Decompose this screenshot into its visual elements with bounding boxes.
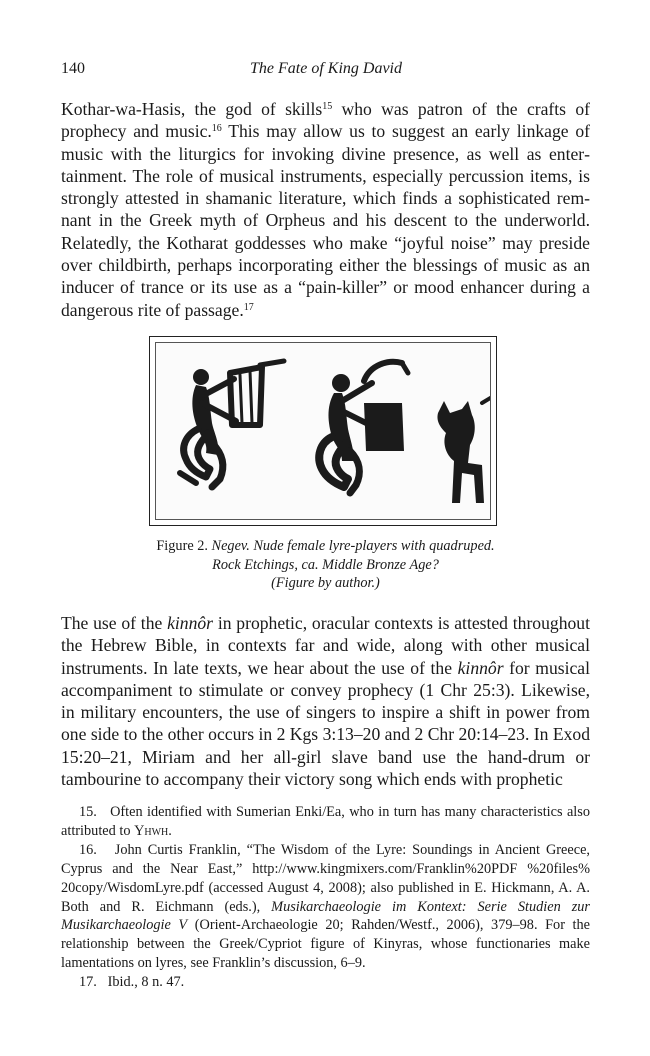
body-paragraph-2: The use of the kinnôr in prophetic, oracular contexts is attested throughout the Hebrew Bible, in contexts far and wide, along with other musical instruments. In late texts, we hear about the use of the kinnôr for musical accompaniment to stimulate or convey prophecy (1 Chr 25:3). Likewise, in military encounters, the use of singers to inspire a shift in power from one side to the other occurs in 2 Kgs 3:13–20 and 2 Chr 20:14–23. In Exod 15:20–21, Miriam and her all-girl slave band use the hand-drum or tambourine to accompany their victory song which ends with prophetic <box>61 613 590 790</box>
quadruped-figure <box>437 397 491 503</box>
running-title: The Fate of King David <box>250 60 402 77</box>
caption-line-2: Rock Etchings, ca. Middle Bronze Age? <box>212 556 439 573</box>
kinnor-term: kinnôr <box>167 613 214 633</box>
page-number: 140 <box>61 60 85 77</box>
body-paragraph-1: Kothar-wa-Hasis, the god of skills$^{15}$ who was patron of the crafts of prophecy and music.$^{16}$ This may allow us to suggest an early linkage of music with the liturgics for invoking divine presence, as well as entertainment. The role of musical instruments, especially percussion items, is strongly attested in shamanic literature, which finds a sophisticated remnant in the Greek myth of Orpheus and his descent to the underworld. Relatedly, the Kotharat goddesses who make “joyful noise” may preside over childbirth, perhaps incorporating either the blessings of music as an inducer of trance or its use as a “pain-killer” or mood enhancer during a dangerous rite of passage.$^{17}$ <box>61 99 590 320</box>
caption-line-3: (Figure by author.) <box>271 575 380 591</box>
footnotes <box>61 803 590 992</box>
rock-etching-illustration <box>156 343 491 520</box>
page-header <box>61 60 591 82</box>
footnote-ref-17[interactable]: 17 <box>243 301 254 313</box>
footnote-ref-15[interactable]: 15 <box>322 101 333 112</box>
figure-2-frame <box>149 336 497 526</box>
footnote-15: 15. Often identified with Sumerian Enki/Ea, who in turn has many characteristics also attributed to Yhwh. <box>61 804 590 839</box>
caption-line-1: Negev. Nude female lyre-players with quadruped. <box>211 538 495 554</box>
lyre-player-2 <box>319 362 408 493</box>
footnote-16: 16. John Curtis Franklin, “The Wisdom of the Lyre: Soundings in Ancient Greece, Cyprus and the Near East,” http://www.kingmixers.com/Franklin%20PDF %20files% 20copy/WisdomLyre.pdf (accessed August 4, 2008); also published in E. Hickmann, A. A. Both and R. Eichmann (eds.), Musikarchaeologie im Kontext: Serie Studien zur Musikarchaeologie V (Orient-Archaeologie 20; Rahden/Westf., 2006), 379–98. For the relationship between the Greek/Cypriot figure of Kinyras, whose functionaries make lamentations on lyres, see Franklin’s discussion, 6–9. <box>61 841 590 972</box>
figure-caption <box>61 537 590 593</box>
footnote-ref-16[interactable]: 16 <box>211 123 222 135</box>
figure-label: Figure 2. <box>156 538 212 554</box>
kinnor-term: kinnôr <box>457 657 504 678</box>
lyre-player-1 <box>180 361 284 487</box>
footnote-17: 17. Ibid., 8 n. 47. <box>79 974 185 991</box>
rock-etching-image <box>155 342 491 520</box>
